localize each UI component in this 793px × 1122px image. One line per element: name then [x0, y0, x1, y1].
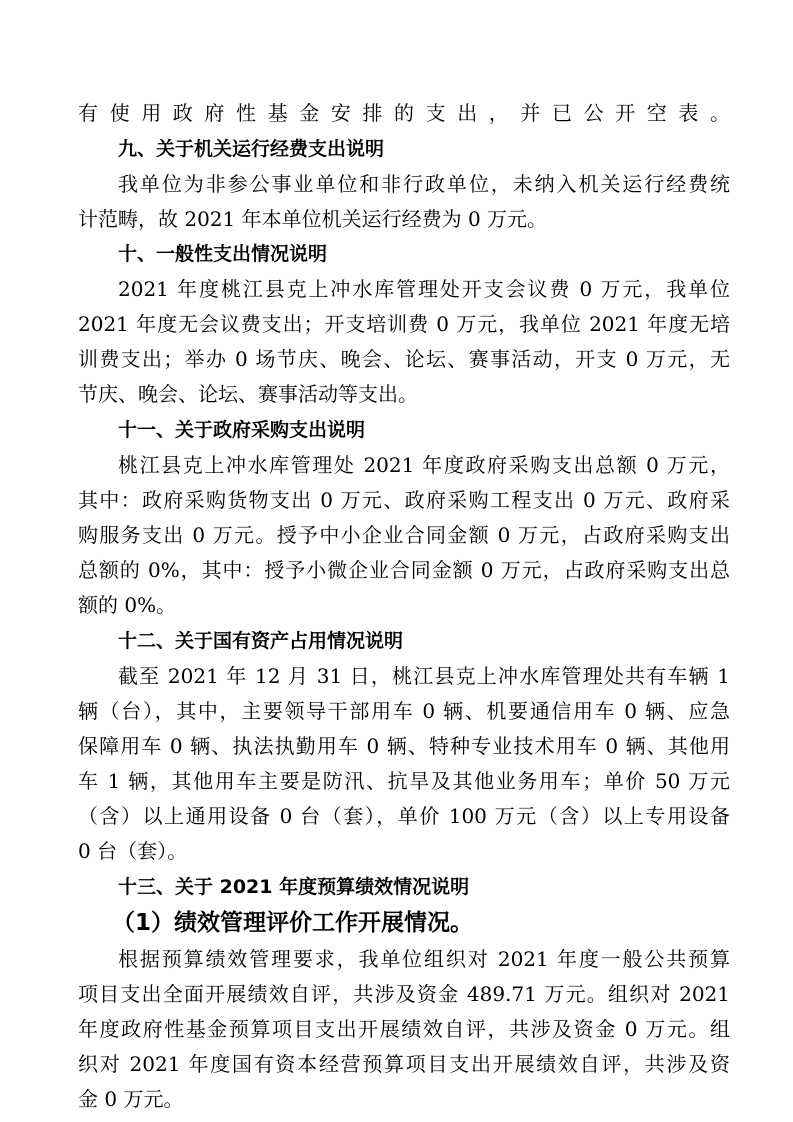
body-text-line: 项目支出全面开展绩效自评，共涉及资金 489.71 万元。组织对 2021 — [78, 982, 730, 1006]
body-text-line: 额的 0%。 — [78, 593, 177, 617]
section-heading-12: 十二、关于国有资产占用情况说明 — [118, 630, 404, 652]
body-text-line: 其中：政府采购货物支出 0 万元、政府采购工程支出 0 万元、政府采 — [78, 488, 730, 512]
body-text-line: 我单位为非参公事业单位和非行政单位，未纳入机关运行经费统 — [118, 172, 730, 196]
body-text-line: （含）以上通用设备 0 台（套），单价 100 万元（含）以上专用设备 — [78, 804, 730, 828]
subsection-heading: （1）绩效管理评价工作开展情况。 — [112, 910, 474, 936]
section-heading-11: 十一、关于政府采购支出说明 — [118, 419, 366, 441]
body-text-line: 0 台（套）。 — [78, 839, 188, 863]
body-text-line: 有使用政府性基金安排的支出，并已公开空表。 — [78, 101, 730, 125]
body-text-line: 保障用车 0 辆、执法执勤用车 0 辆、特种专业技术用车 0 辆、其他用 — [78, 734, 730, 758]
body-text-line: 截至 2021 年 12 月 31 日，桃江县克上冲水库管理处共有车辆 1 — [118, 664, 730, 688]
body-text-line: 2021 年度桃江县克上冲水库管理处开支会议费 0 万元，我单位 — [118, 277, 730, 301]
section-heading-13: 十三、关于 2021 年度预算绩效情况说明 — [118, 876, 470, 898]
body-text-line: 2021 年度无会议费支出；开支培训费 0 万元，我单位 2021 年度无培 — [78, 312, 730, 336]
body-text-line: 桃江县克上冲水库管理处 2021 年度政府采购支出总额 0 万元， — [118, 453, 730, 477]
body-text-line: 节庆、晚会、论坛、赛事活动等支出。 — [78, 382, 418, 406]
body-text-line: 根据预算绩效管理要求，我单位组织对 2021 年度一般公共预算 — [118, 947, 730, 971]
body-text-line: 车 1 辆，其他用车主要是防汛、抗旱及其他业务用车；单价 50 万元 — [78, 769, 730, 793]
body-text-line: 总额的 0%，其中：授予小微企业合同金额 0 万元，占政府采购支出总 — [78, 558, 730, 582]
body-text-line: 金 0 万元。 — [78, 1087, 184, 1111]
body-text-line: 织对 2021 年度国有资本经营预算项目支出开展绩效自评，共涉及资 — [78, 1052, 730, 1076]
body-text-line: 计范畴，故 2021 年本单位机关运行经费为 0 万元。 — [78, 207, 548, 231]
section-heading-10: 十、一般性支出情况说明 — [118, 243, 328, 265]
body-text-line: 年度政府性基金预算项目支出开展绩效自评，共涉及资金 0 万元。组 — [78, 1017, 730, 1041]
body-text-line: 训费支出；举办 0 场节庆、晚会、论坛、赛事活动，开支 0 万元，无 — [78, 347, 730, 371]
body-text-line: 辆（台），其中，主要领导干部用车 0 辆、机要通信用车 0 辆、应急 — [78, 699, 730, 723]
section-heading-9: 九、关于机关运行经费支出说明 — [118, 138, 385, 160]
body-text-line: 购服务支出 0 万元。授予中小企业合同金额 0 万元，占政府采购支出 — [78, 523, 730, 547]
